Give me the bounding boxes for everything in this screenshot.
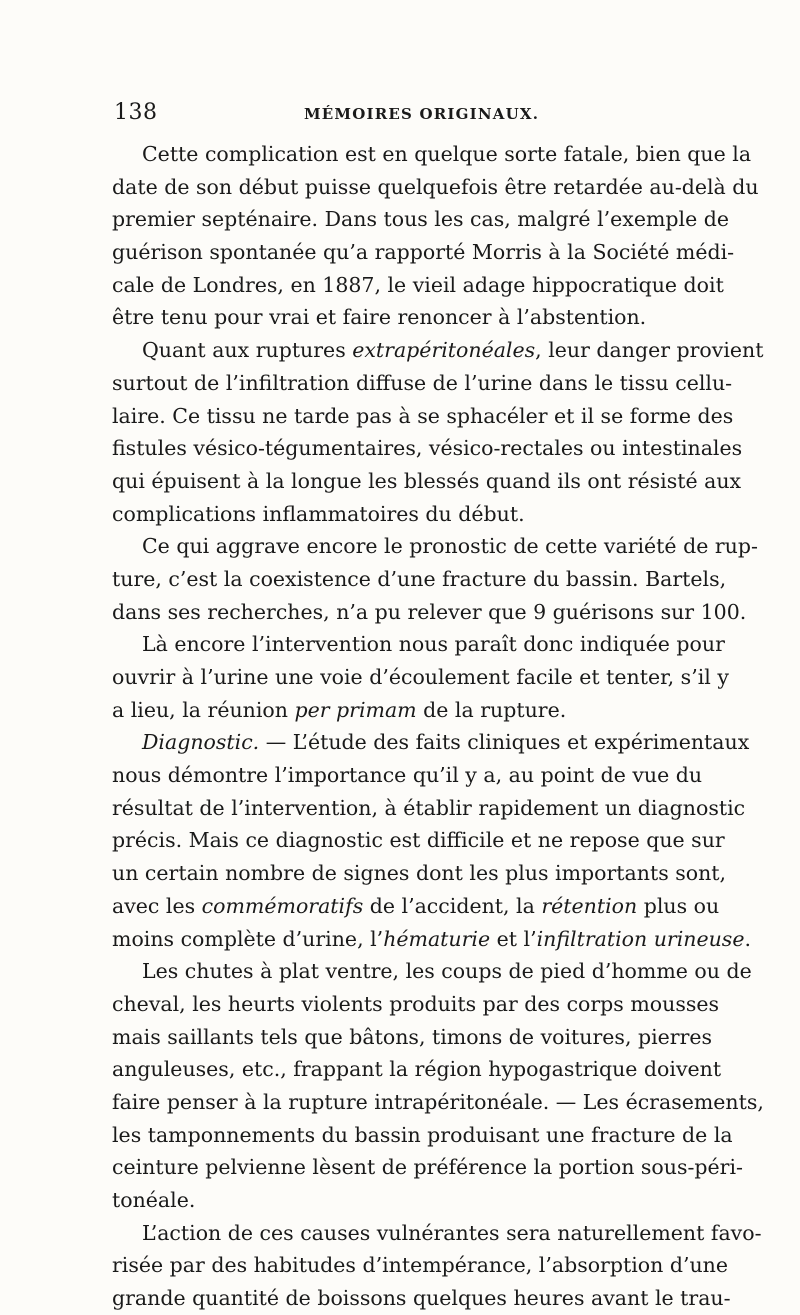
text-line (112, 269, 724, 302)
text-run: faire penser à la rupture intrapéritonéale. — Les écrasements, (112, 1089, 764, 1114)
text-run: moins complète d’urine, l’ (112, 926, 384, 951)
text-run: les tamponnements du bassin produisant une fracture de la (112, 1122, 733, 1147)
text-line (112, 465, 742, 498)
text-line (112, 596, 747, 629)
italic-term: infiltration urineuse (536, 926, 745, 951)
text-run: L’action de ces causes vulnérantes sera naturellement favo- (142, 1220, 762, 1245)
text-run: et l’ (490, 926, 537, 951)
text-run: résultat de l’intervention, à établir rapidement un diagnostic (112, 795, 746, 820)
italic-term: per primam (294, 697, 417, 722)
text-run: laire. Ce tissu ne tarde pas à se sphacéler et il se forme des (112, 403, 734, 428)
text-line (112, 563, 727, 596)
text-line (112, 890, 720, 923)
italic-term: hématurie (383, 926, 491, 951)
text-run: Ce qui aggrave encore le pronostic de cette variété de rup- (142, 534, 758, 559)
running-head: MÉMOIRES ORIGINAUX. (304, 105, 540, 123)
text-run: être tenu pour vrai et faire renoncer à l’abstention. (112, 305, 647, 330)
text-run: ture, c’est la coexistence d’une fracture du bassin. Bartels, (112, 566, 727, 591)
text-line (112, 171, 759, 204)
text-run: cale de Londres, en 1887, le vieil adage hippocratique doit (112, 272, 724, 297)
text-line (112, 138, 752, 171)
text-line (112, 367, 733, 400)
text-run: premier septénaire. Dans tous les cas, malgré l’exemple de (112, 207, 729, 232)
text-run: Cette complication est en quelque sorte fatale, bien que la (142, 142, 752, 166)
text-line (112, 1151, 743, 1184)
text-line (112, 530, 758, 563)
text-line (112, 923, 751, 956)
italic-term: extrapéritonéales (352, 338, 536, 363)
text-run: ouvrir à l’urine une voie d’écoulement facile et tenter, s’il y (112, 665, 729, 689)
text-run: nous démontre l’importance qu’il y a, au point de vue du (112, 763, 703, 788)
text-line (112, 1021, 713, 1054)
text-run: cheval, les heurts violents produits par des corps mousses (112, 991, 720, 1016)
text-run: mais saillants tels que bâtons, timons de voitures, pierres (112, 1024, 713, 1049)
body-text (112, 138, 764, 1315)
text-line (112, 1184, 698, 1217)
text-line (112, 1053, 722, 1086)
text-run: risée par des habitudes d’intempérance, l’absorption d’une (112, 1253, 729, 1278)
text-run: de la rupture. (416, 697, 567, 722)
text-run: a lieu, la réunion (112, 697, 295, 722)
text-run: un certain nombre de signes dont les plus importants sont, (112, 861, 727, 886)
page-number: 138 (114, 100, 158, 125)
text-run: plus ou (637, 893, 720, 918)
text-run: tonéale. (112, 1188, 196, 1212)
text-line (112, 1282, 731, 1315)
text-line (112, 400, 734, 433)
text-run: Là encore l’intervention nous paraît donc indiquée pour (142, 632, 725, 657)
text-run: guérison spontanée qu’a rapporté Morris à la Société médi- (112, 240, 735, 265)
text-line (112, 759, 703, 792)
text-line (112, 661, 729, 694)
italic-term: commémoratifs (201, 893, 364, 918)
text-run: complications inflammatoires du début. (112, 501, 525, 526)
text-run: anguleuses, etc., frappant la région hypogastrique doivent (112, 1057, 722, 1082)
text-run: surtout de l’infiltration diffuse de l’urine dans le tissu cellu- (112, 370, 733, 395)
text-run: grande quantité de boissons quelques heures avant le trau- (112, 1286, 731, 1311)
text-line (112, 203, 729, 236)
text-line (112, 1217, 762, 1250)
italic-term: Diagnostic. (142, 730, 260, 755)
text-line (112, 236, 735, 269)
text-run: — L’étude des faits cliniques et expérimentaux (259, 730, 750, 755)
text-run: précis. Mais ce diagnostic est difficile et ne repose que sur (112, 828, 725, 853)
text-line (112, 792, 746, 825)
text-line (112, 498, 698, 531)
text-line (112, 1119, 733, 1152)
text-line (112, 726, 750, 759)
italic-term: rétention (541, 893, 638, 918)
text-line (112, 432, 743, 465)
text-run: fistules vésico-tégumentaires, vésico-rectales ou intestinales (112, 436, 743, 461)
text-run: avec les (112, 893, 202, 918)
text-line (112, 824, 725, 857)
text-run: dans ses recherches, n’a pu relever que 9 guérisons sur 100. (112, 599, 747, 624)
text-run: . (744, 926, 751, 951)
text-line (112, 988, 720, 1021)
text-line (112, 857, 727, 890)
text-run: , leur danger provient (535, 338, 764, 363)
text-run: ceinture pelvienne lèsent de préférence la portion sous-péri- (112, 1155, 743, 1180)
page-header (114, 100, 686, 128)
text-line (112, 1086, 764, 1119)
text-line (112, 628, 725, 661)
text-line (112, 955, 752, 988)
text-line (112, 1249, 729, 1282)
text-line (112, 694, 698, 727)
text-line (112, 301, 698, 334)
text-run: date de son début puisse quelquefois être retardée au-delà du (112, 174, 759, 199)
text-line (112, 334, 764, 367)
text-run: Quant aux ruptures (142, 338, 353, 363)
text-run: de l’accident, la (363, 893, 542, 918)
text-run: Les chutes à plat ventre, les coups de pied d’homme ou de (142, 959, 752, 984)
text-run: qui épuisent à la longue les blessés quand ils ont résisté aux (112, 468, 742, 493)
